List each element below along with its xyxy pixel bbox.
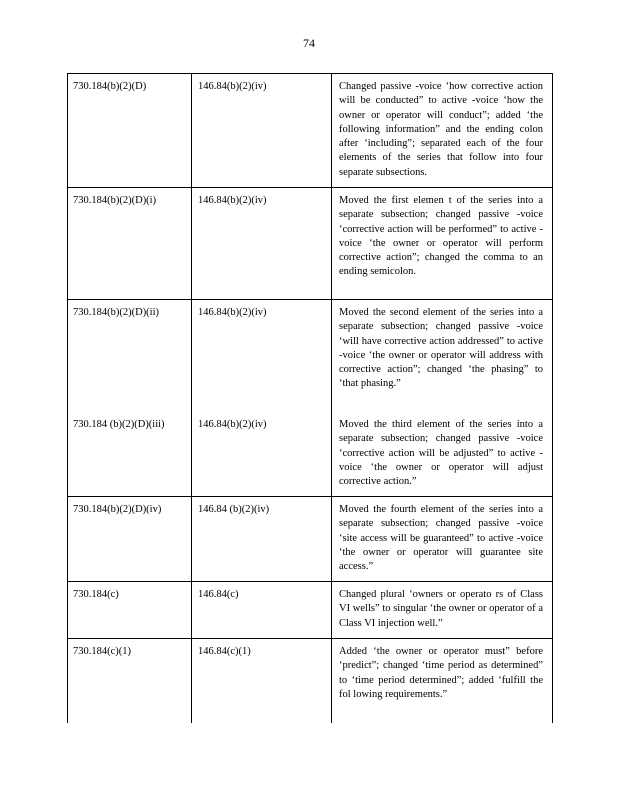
table-row	[68, 582, 552, 639]
explanation-cell: Moved the second element of the series into a separate subsection; changed passive -voice ‘will have corrective action addressed” to active -voice ‘the owner or operator will address with corrective action”; changed ‘the phasing” to ‘that phasing.”	[339, 307, 543, 390]
state-section-cell: 730.184(c)	[68, 582, 192, 638]
state-section-cell: 730.184(b)(2)(D)	[68, 74, 192, 187]
comparison-table	[67, 73, 553, 723]
state-section-cell: 730.184(b)(2)(D)(iv)	[68, 497, 192, 581]
page-number: 74	[303, 36, 315, 50]
explanation-cell: Changed passive -voice ‘how corrective action will be conducted” to active -voice ‘how the owner or operator will conduct”; added ‘the following information” and the ending colon after ‘including”; separated each of the four elements of the series that follow into four separate subsections.	[339, 81, 543, 178]
table-row	[68, 300, 552, 412]
explanation-cell: Changed plural ‘owners or operato rs of Class VI wells” to singular ‘the owner or operator of a Class VI injection well.”	[339, 589, 543, 629]
federal-section-cell: 146.84(c)(1)	[192, 639, 332, 723]
state-section-cell: 730.184(b)(2)(D)(i)	[68, 188, 192, 299]
table-row	[68, 188, 552, 300]
table-row-group	[68, 300, 552, 497]
state-section-cell: 730.184(c)(1)	[68, 639, 192, 723]
table-row	[68, 74, 552, 188]
federal-section-cell: 146.84(b)(2)(iv)	[192, 188, 332, 299]
state-section-cell: 730.184(b)(2)(D)(ii)	[68, 300, 192, 412]
federal-section-cell: 146.84(b)(2)(iv)	[192, 74, 332, 187]
table-row	[68, 412, 552, 496]
explanation-cell: Moved the first elemen t of the series into a separate subsection; changed passive -voice ‘corrective action will be performed” to active -voice ‘the owner or operator will perform corrective action”; changed the comma to an ending semicolon.	[339, 195, 543, 278]
federal-section-cell: 146.84(c)	[192, 582, 332, 638]
explanation-cell: Moved the third element of the series into a separate subsection; changed passive -voice ‘corrective action will be adjusted” to active -voice ‘the owner or operator will adjust corrective action.”	[339, 419, 543, 488]
table-row	[68, 639, 552, 723]
federal-section-cell: 146.84(b)(2)(iv)	[192, 300, 332, 412]
explanation-cell: Moved the fourth element of the series into a separate subsection; changed passive -voice ‘site access will be guaranteed” to active -voice ‘the owner or operator will guarantee site access.”	[339, 504, 543, 573]
table-row	[68, 497, 552, 582]
state-section-cell: 730.184 (b)(2)(D)(iii)	[68, 412, 192, 496]
federal-section-cell: 146.84(b)(2)(iv)	[192, 412, 332, 496]
explanation-cell: Added ‘the owner or operator must” before ‘predict”; changed ‘time period as determined” to ‘time period determined”; added ‘fulfill the fol lowing requirements.”	[339, 646, 543, 700]
federal-section-cell: 146.84 (b)(2)(iv)	[192, 497, 332, 581]
